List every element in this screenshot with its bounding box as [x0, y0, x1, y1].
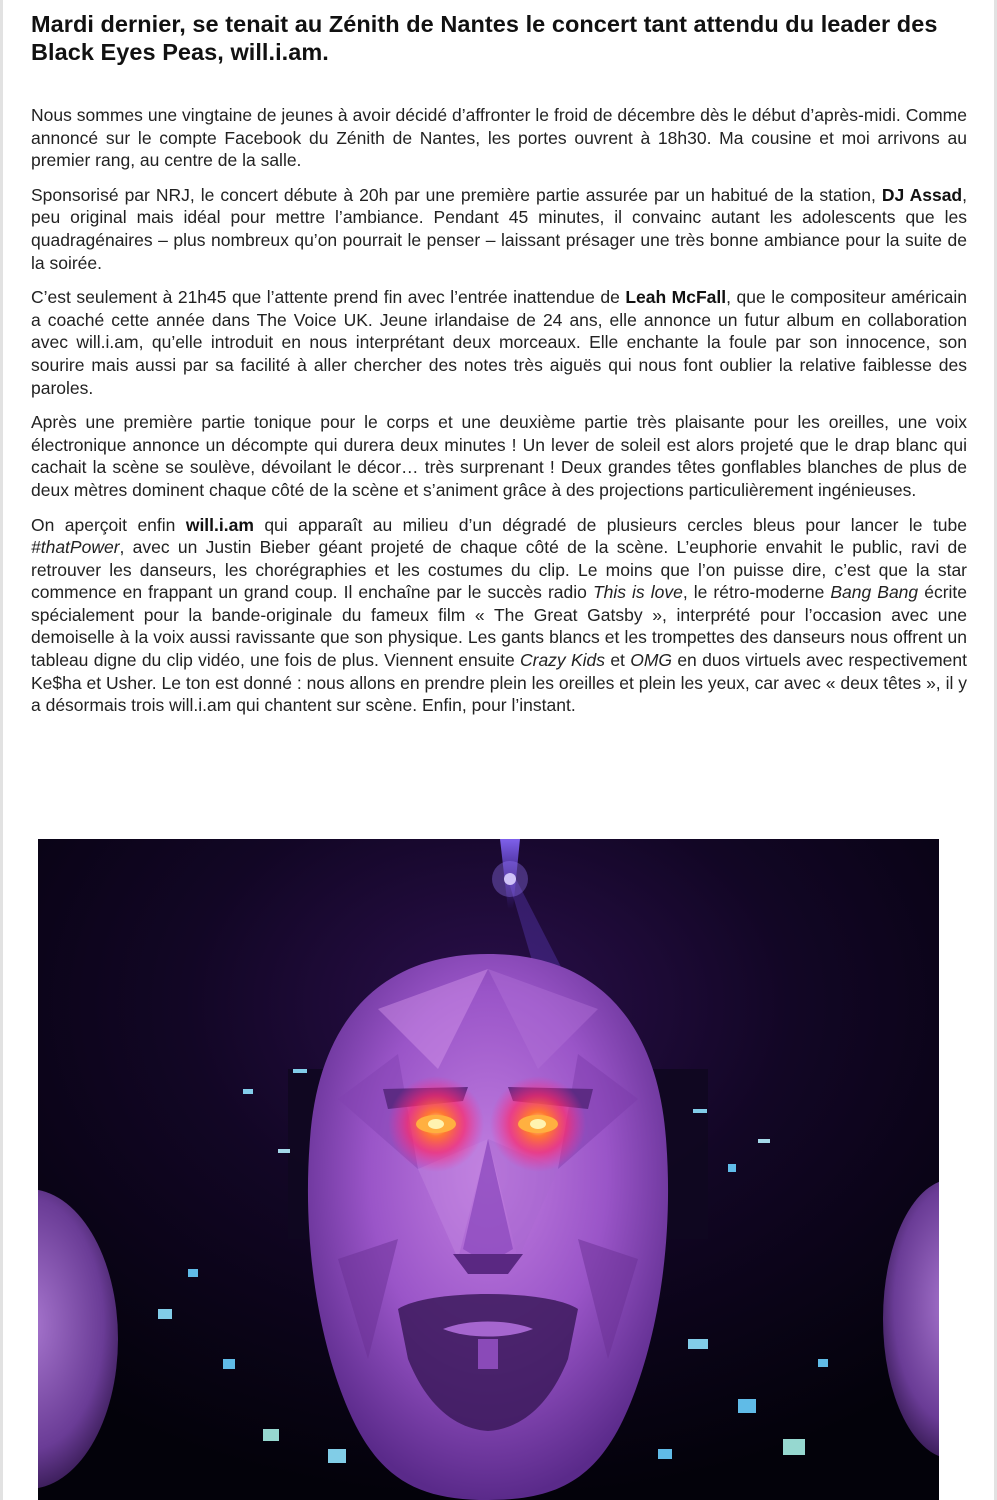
article	[31, 10, 967, 717]
p2-text-c: , peu original mais idéal pour mettre l’ambiance. Pendant 45 minutes, il convainc autant les adolescents que les quadragénaires – plus nombreux qu’on pourrait le penser – laissant présager une très bonne ambiance pour la suite de la soirée.	[31, 184, 968, 273]
concert-stage-photo	[38, 839, 939, 1500]
p5-italic-thatpower: #thatPower	[31, 537, 120, 558]
p5-text-a: On aperçoit enfin	[31, 514, 186, 535]
p5-text-i: écrite spécialement pour la bande-originale du fameux film « The Great Gatsby », interprété pour l’occasion avec une demoiselle à la voix aussi ravissante que son physique. Les gants blancs et les trompettes des danseurs nous offrent un tableau digne du clip vidéo, une fois de plus. Viennent ensuite	[31, 582, 967, 671]
paragraph-4: Après une première partie tonique pour le corps et une deuxième partie très plaisante pour les oreilles, une voix électronique annonce un décompte qui durera deux minutes ! Un lever de soleil est alors projeté que le drap blanc qui cachait la scène se soulève, dévoilant le décor… très surprenant ! Deux grandes têtes gonflables blanches de plus de deux mètres dominent chaque côté de la scène et s’animent grâce à des projections particulièrement ingénieuses.	[31, 412, 967, 500]
p5-bold-will-i-am: will.i.am	[185, 514, 254, 535]
p5-text-m: en duos virtuels avec respectivement Ke$ha et Usher. Le ton est donné : nous allons en prendre plein les oreilles et plein les yeux, car avec « deux têtes », il y a désormais trois will.i.am qui chantent sur scène. Enfin, pour l’instant.	[31, 650, 967, 716]
p5-text-e: , avec un Justin Bieber géant projeté de chaque côté de la scène. L’euphorie envahit le public, ravi de retrouver les danseurs, les chorégraphies et les costumes du clip. Le moins que l’on puisse dire, c’est que la star commence en frappant un grand coup. Il enchaîne par le succès radio	[31, 537, 967, 603]
p5-italic-omg: OMG	[630, 650, 673, 671]
p3-text-c: , que le compositeur américain a coaché cette année dans The Voice UK. Jeune irlandaise de 24 ans, elle annonce un futur album en collaboration avec will.i.am, qu’elle introduit en nous interprétant deux morceaux. Elle enchante la foule par son innocence, son sourire mais aussi par sa facilité à aller chercher des notes très aiguës qui nous font oublier la relative faiblesse des paroles.	[31, 287, 968, 398]
p2-bold-dj-assad: DJ Assad	[881, 184, 963, 205]
concert-illustration	[38, 839, 939, 1500]
page-left-border	[0, 0, 3, 1500]
paragraph-2	[31, 184, 967, 274]
p5-text-k: et	[605, 650, 631, 671]
paragraph-5	[31, 514, 967, 717]
paragraph-3	[31, 286, 967, 399]
p3-text-a: C’est seulement à 21h45 que l’attente prend fin avec l’entrée inattendue de	[31, 287, 626, 308]
p5-italic-bang-bang: Bang Bang	[830, 582, 919, 603]
article-headline: Mardi dernier, se tenait au Zénith de Nantes le concert tant attendu du leader des Black Eyes Peas, will.i.am.	[31, 11, 938, 65]
p3-bold-leah-mcfall: Leah McFall	[625, 287, 727, 308]
p2-text-a: Sponsorisé par NRJ, le concert débute à 20h par une première partie assurée par un habitué de la station,	[31, 184, 882, 205]
p5-text-g: , le rétro-moderne	[682, 582, 831, 603]
p5-italic-crazy-kids: Crazy Kids	[519, 650, 606, 671]
p5-italic-this-is-love: This is love	[592, 582, 683, 603]
paragraph-1: Nous sommes une vingtaine de jeunes à avoir décidé d’affronter le froid de décembre dès le début d’après-midi. Comme annoncé sur le compte Facebook du Zénith de Nantes, les portes ouvrent à 18h30. Ma cousine et moi arrivons au premier rang, au centre de la salle.	[31, 105, 967, 171]
giant-head	[308, 954, 668, 1500]
p5-text-c: qui apparaît au milieu d’un dégradé de plusieurs cercles bleus pour lancer le tube	[253, 514, 967, 535]
